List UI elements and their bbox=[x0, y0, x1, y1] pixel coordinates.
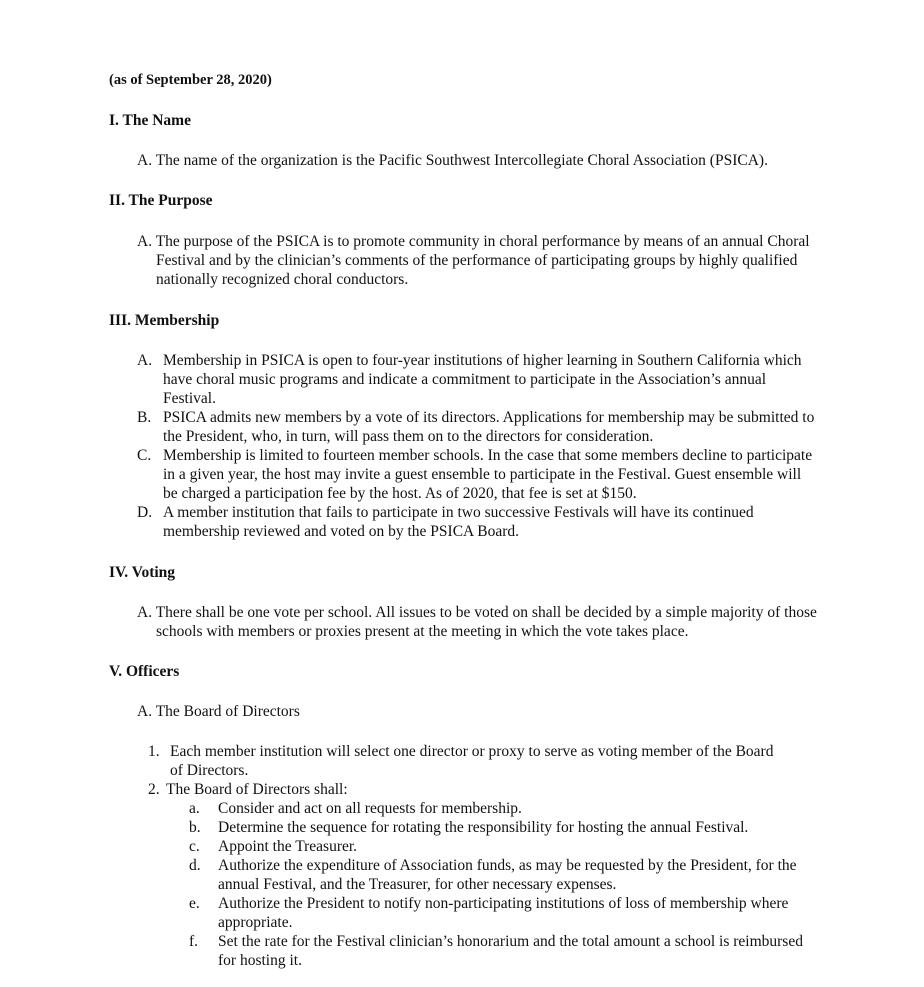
officers-text: The Board of Directors bbox=[155, 703, 300, 720]
list-marker: A. bbox=[137, 352, 153, 369]
list-item-text: The Board of Directors shall: bbox=[166, 781, 348, 798]
purpose-text: The purpose of the PSICA is to promote community in choral performance by means of an annual Choral Festival and by the clinician’s comments of the performance of participating groups by highly qualified nationally recognized choral conductors. bbox=[155, 233, 810, 288]
list-marker: B. bbox=[137, 409, 152, 426]
list-item-text: Membership is limited to fourteen member schools. In the case that some members decline to participate in a given year, the host may invite a guest ensemble to participate in the Festival. Guest ensemble will be charged a participation fee by the host. As of 2020, that fee is set at $150. bbox=[163, 447, 813, 502]
list-item-text: Consider and act on all requests for membership. bbox=[218, 800, 522, 817]
name-paragraph bbox=[137, 151, 837, 170]
list-item-text: Authorize the President to notify non-participating institutions of loss of membership where appropriate. bbox=[218, 895, 789, 931]
list-item bbox=[189, 932, 819, 970]
list-item-text: Determine the sequence for rotating the responsibility for hosting the annual Festival. bbox=[218, 819, 749, 836]
list-marker: f. bbox=[189, 933, 199, 950]
list-item-text: Set the rate for the Festival clinician’s honorarium and the total amount a school is reimbursed for hosting it. bbox=[218, 933, 803, 969]
list-marker: C. bbox=[137, 447, 152, 464]
list-item-text: Each member institution will select one director or proxy to serve as voting member of the Board of Directors. bbox=[170, 743, 774, 779]
list-item-text: A member institution that fails to participate in two successive Festivals will have its continued membership reviewed and voted on by the PSICA Board. bbox=[163, 504, 754, 540]
list-item bbox=[189, 818, 819, 837]
list-marker: b. bbox=[189, 819, 201, 836]
voting-paragraph bbox=[137, 603, 817, 641]
section-heading-membership: III. Membership bbox=[109, 312, 220, 329]
list-item bbox=[137, 408, 819, 446]
list-marker: e. bbox=[189, 895, 200, 912]
list-marker: D. bbox=[137, 504, 153, 521]
section-heading-name: I. The Name bbox=[109, 112, 191, 129]
list-item-text: Authorize the expenditure of Association funds, as may be requested by the President, for the annual Festival, and the Treasurer, for other necessary expenses. bbox=[218, 857, 797, 893]
list-item-text: Membership in PSICA is open to four-year institutions of higher learning in Southern California which have choral music programs and indicate a commitment to participate in the Association’s annual Festival. bbox=[163, 352, 802, 407]
officers-marker: A. bbox=[137, 703, 153, 720]
list-item-text: PSICA admits new members by a vote of its directors. Applications for membership may be submitted to the President, who, in turn, will pass them on to the directors for consideration. bbox=[163, 409, 815, 445]
list-marker: d. bbox=[189, 857, 201, 874]
list-item-text: Appoint the Treasurer. bbox=[218, 838, 358, 855]
list-item bbox=[148, 780, 788, 799]
voting-text: There shall be one vote per school. All issues to be voted on shall be decided by a simple majority of those schools with members or proxies present at the meeting in which the vote takes place. bbox=[155, 604, 817, 640]
section-heading-purpose: II. The Purpose bbox=[109, 192, 213, 209]
list-marker: 2. bbox=[148, 781, 160, 798]
purpose-marker: A. bbox=[137, 233, 153, 250]
list-item bbox=[189, 837, 819, 856]
list-item bbox=[148, 742, 788, 780]
name-marker: A. bbox=[137, 152, 153, 169]
as-of-date: (as of September 28, 2020) bbox=[109, 72, 272, 88]
list-marker: a. bbox=[189, 800, 200, 817]
list-item bbox=[189, 799, 819, 818]
section-heading-voting: IV. Voting bbox=[109, 564, 176, 581]
list-marker: 1. bbox=[148, 743, 160, 760]
list-item bbox=[189, 856, 819, 894]
list-marker: c. bbox=[189, 838, 200, 855]
board-duties-list bbox=[189, 799, 819, 970]
list-item bbox=[137, 351, 819, 408]
list-item bbox=[189, 894, 819, 932]
board-of-directors-subheading bbox=[137, 702, 837, 721]
purpose-paragraph bbox=[137, 232, 817, 289]
board-numbered-list bbox=[148, 742, 788, 799]
name-text: The name of the organization is the Pacific Southwest Intercollegiate Choral Association (PSICA). bbox=[155, 152, 768, 169]
voting-marker: A. bbox=[137, 604, 153, 621]
section-heading-officers: V. Officers bbox=[109, 663, 180, 680]
membership-list bbox=[137, 351, 819, 541]
list-item bbox=[137, 503, 819, 541]
list-item bbox=[137, 446, 819, 503]
